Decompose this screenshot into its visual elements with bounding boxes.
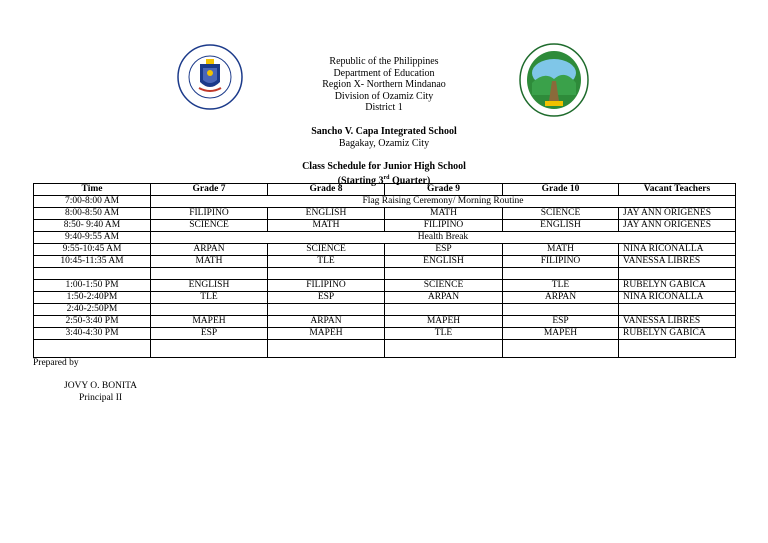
- teacher-cell: JAY ANN ORIGENES: [619, 220, 736, 232]
- grade-9-cell: MATH: [385, 208, 503, 220]
- header-department: Department of Education: [333, 67, 435, 79]
- grade-8-cell: TLE: [268, 256, 385, 268]
- grade-8-cell: [268, 268, 385, 280]
- grade-8-cell: MATH: [268, 220, 385, 232]
- grade-8-cell: MAPEH: [268, 328, 385, 340]
- signer-name: JOVY O. BONITA: [64, 381, 138, 391]
- class-schedule-table: [33, 183, 736, 358]
- grade-10-cell: SCIENCE: [503, 208, 619, 220]
- header-region: Region X- Northern Mindanao: [322, 79, 446, 91]
- grade-10-cell: TLE: [503, 280, 619, 292]
- deped-seal-logo: [177, 44, 243, 110]
- table-row: [34, 220, 736, 232]
- grade-9-cell: MAPEH: [385, 316, 503, 328]
- grade-7-cell: ESP: [151, 328, 268, 340]
- table-row: [34, 316, 736, 328]
- grade-10-cell: ESP: [503, 316, 619, 328]
- grade-7-cell: ENGLISH: [151, 280, 268, 292]
- grade-10-cell: ENGLISH: [503, 220, 619, 232]
- teacher-cell: VANESSA LIBRES: [619, 316, 736, 328]
- teacher-cell: [619, 340, 736, 358]
- header-grade-7: Grade 7: [151, 184, 268, 196]
- grade-9-cell: ENGLISH: [385, 256, 503, 268]
- grade-9-cell: [385, 268, 503, 280]
- time-cell: 9:55-10:45 AM: [34, 244, 151, 256]
- activity-cell: Health Break: [151, 232, 736, 244]
- prepared-by-label: Prepared by: [33, 358, 79, 368]
- time-cell: [34, 268, 151, 280]
- grade-7-cell: TLE: [151, 292, 268, 304]
- school-seal-logo: [519, 43, 589, 117]
- grade-9-cell: ARPAN: [385, 292, 503, 304]
- header-grade-10: Grade 10: [503, 184, 619, 196]
- grade-7-cell: MATH: [151, 256, 268, 268]
- time-cell: 2:50-3:40 PM: [34, 316, 151, 328]
- grade-7-cell: [151, 340, 268, 358]
- header-time: Time: [34, 184, 151, 196]
- teacher-cell: RUBELYN GABICA: [619, 328, 736, 340]
- grade-9-cell: FILIPINO: [385, 220, 503, 232]
- grade-8-cell: FILIPINO: [268, 280, 385, 292]
- teacher-cell: [619, 268, 736, 280]
- header-grade-8: Grade 8: [268, 184, 385, 196]
- teacher-cell: NINA RICONALLA: [619, 292, 736, 304]
- grade-9-cell: ESP: [385, 244, 503, 256]
- signer-title: Principal II: [79, 393, 123, 403]
- table-row: [34, 304, 736, 316]
- header-division: Division of Ozamiz City: [334, 90, 434, 102]
- table-row: [34, 340, 736, 358]
- grade-9-cell: SCIENCE: [385, 280, 503, 292]
- grade-10-cell: [503, 304, 619, 316]
- grade-7-cell: FILIPINO: [151, 208, 268, 220]
- time-cell: 3:40-4:30 PM: [34, 328, 151, 340]
- school-name: Sancho V. Capa Integrated School: [311, 125, 457, 137]
- table-row: [34, 244, 736, 256]
- grade-7-cell: [151, 268, 268, 280]
- header-grade-9: Grade 9: [385, 184, 503, 196]
- grade-10-cell: FILIPINO: [503, 256, 619, 268]
- table-row: [34, 256, 736, 268]
- time-cell: 10:45-11:35 AM: [34, 256, 151, 268]
- time-cell: [34, 340, 151, 358]
- teacher-cell: RUBELYN GABICA: [619, 280, 736, 292]
- grade-7-cell: ARPAN: [151, 244, 268, 256]
- table-row: [34, 208, 736, 220]
- teacher-cell: VANESSA LIBRES: [619, 256, 736, 268]
- signature-block: [64, 380, 137, 404]
- grade-9-cell: [385, 340, 503, 358]
- time-cell: 7:00-8:00 AM: [34, 196, 151, 208]
- table-row: [34, 268, 736, 280]
- grade-8-cell: SCIENCE: [268, 244, 385, 256]
- document-subtitle: (Starting 3rd Quarter): [337, 174, 431, 187]
- teacher-cell: JAY ANN ORIGENES: [619, 208, 736, 220]
- table-row: [34, 280, 736, 292]
- document-title: Class Schedule for Junior High School: [302, 161, 466, 173]
- grade-10-cell: [503, 340, 619, 358]
- teacher-cell: [619, 304, 736, 316]
- grade-8-cell: ARPAN: [268, 316, 385, 328]
- time-cell: 8:50- 9:40 AM: [34, 220, 151, 232]
- grade-8-cell: ENGLISH: [268, 208, 385, 220]
- grade-10-cell: [503, 268, 619, 280]
- table-row: [34, 232, 736, 244]
- grade-10-cell: MAPEH: [503, 328, 619, 340]
- table-header-row: [34, 184, 736, 196]
- grade-8-cell: [268, 340, 385, 358]
- header-district: District 1: [365, 102, 403, 114]
- grade-7-cell: [151, 304, 268, 316]
- table-row: [34, 292, 736, 304]
- grade-10-cell: ARPAN: [503, 292, 619, 304]
- grade-8-cell: ESP: [268, 292, 385, 304]
- time-cell: 1:50-2:40PM: [34, 292, 151, 304]
- time-cell: 9:40-9:55 AM: [34, 232, 151, 244]
- grade-10-cell: MATH: [503, 244, 619, 256]
- time-cell: 8:00-8:50 AM: [34, 208, 151, 220]
- header-vacant-teachers: Vacant Teachers: [619, 184, 736, 196]
- table-row: [34, 328, 736, 340]
- grade-8-cell: [268, 304, 385, 316]
- activity-cell: Flag Raising Ceremony/ Morning Routine: [151, 196, 736, 208]
- time-cell: 1:00-1:50 PM: [34, 280, 151, 292]
- grade-7-cell: SCIENCE: [151, 220, 268, 232]
- time-cell: 2:40-2:50PM: [34, 304, 151, 316]
- grade-9-cell: [385, 304, 503, 316]
- school-address: Bagakay, Ozamiz City: [338, 137, 430, 149]
- teacher-cell: NINA RICONALLA: [619, 244, 736, 256]
- grade-7-cell: MAPEH: [151, 316, 268, 328]
- grade-9-cell: TLE: [385, 328, 503, 340]
- table-row: [34, 196, 736, 208]
- header-republic: Republic of the Philippines: [329, 56, 439, 67]
